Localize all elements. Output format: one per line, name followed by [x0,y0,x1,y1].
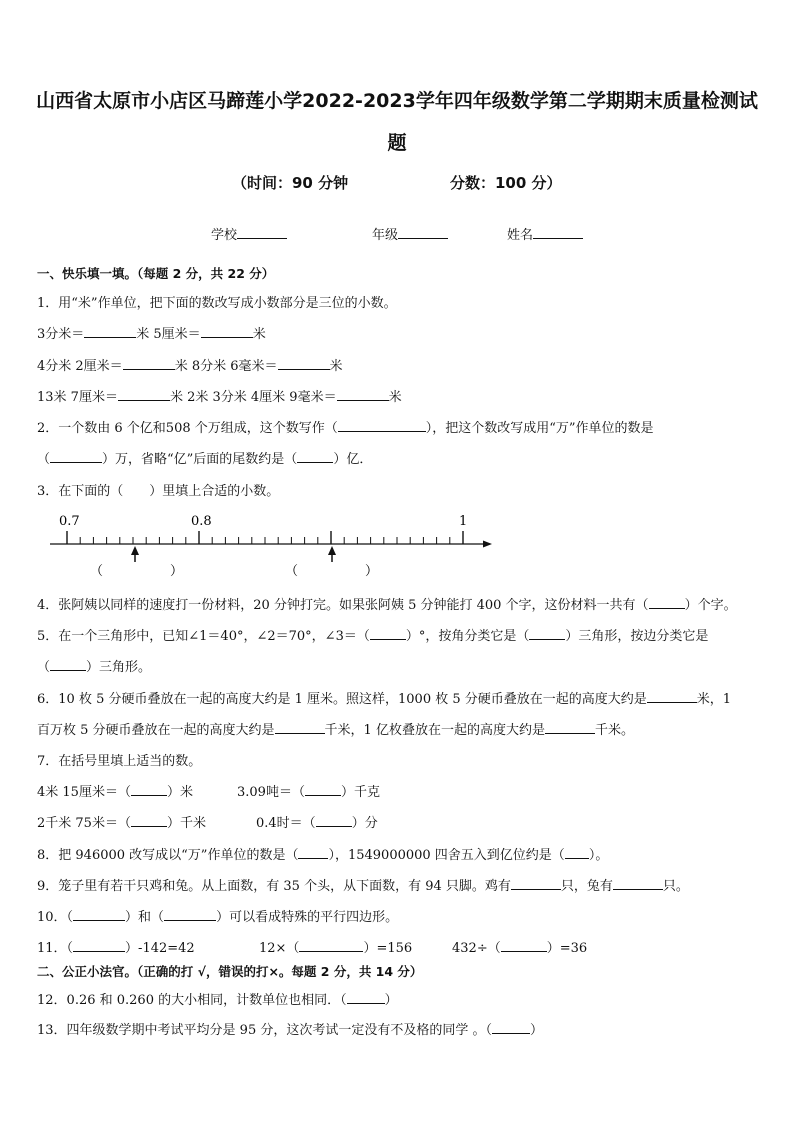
answer-blank[interactable] [118,387,170,401]
answer-blank[interactable] [73,938,125,952]
q2-line-2: （ ）万，省略“亿”后面的尾数约是（ ）亿． [37,448,372,467]
number-line-label-1: 1 [459,514,468,529]
answer-blank[interactable] [337,387,389,401]
answer-blank[interactable] [511,876,561,890]
answer-blank[interactable] [50,449,102,463]
number-line-label-0-7: 0.7 [59,514,80,529]
page-title-continued: 题 [387,132,407,154]
up-arrow-marker-2 [328,546,336,555]
q1-row-3: 13米 7厘米＝ 米 2米 3分米 4厘米 9毫米＝ 米 [37,386,402,405]
q6-line-1: 6．10 枚 5 分硬币叠放在一起的高度大约是 1 厘米。照这样，1000 枚 5 分硬币叠放在一起的高度大约是 米，1 [37,688,731,707]
name-field[interactable] [507,224,583,243]
answer-blank[interactable] [501,938,547,952]
grade-label: 年级 [372,228,399,243]
answer-blank[interactable] [613,876,663,890]
q1-stem: 1．用“米”作单位，把下面的数改写成小数部分是三位的小数。 [37,296,397,311]
q1-row-2: 4分米 2厘米＝ 米 8分米 6毫米＝ 米 [37,355,343,374]
exam-time: （时间：90 分钟 [232,174,349,192]
answer-blank[interactable] [565,845,589,859]
q13-text: 13．四年级数学期中考试平均分是 95 分，这次考试一定没有不及格的同学 。（ ） [37,1019,543,1038]
answer-blank[interactable] [278,356,330,370]
answer-paren-close: ） [365,564,379,579]
q10-text: 10．（ ）和（ ）可以看成特殊的平行四边形。 [37,906,398,925]
school-label: 学校 [211,228,238,243]
answer-blank[interactable] [338,418,426,432]
answer-blank[interactable] [316,813,352,827]
q11-part-2: 12×（ ）=156 [259,937,412,956]
exam-score: 分数：100 分） [450,174,562,192]
answer-paren-open: （ [285,564,299,579]
q7-row-1: 4米 15厘米＝（ ）米 [37,781,193,800]
answer-paren-close: ） [170,564,184,579]
answer-blank[interactable] [305,782,341,796]
q7-row-2-right: 0.4时＝（ ）分 [256,812,378,831]
answer-blank[interactable] [529,626,565,640]
section-1-heading: 一、快乐填一填。（每题 2 分，共 22 分） [37,266,275,281]
grade-field[interactable] [372,224,448,243]
school-field[interactable] [211,224,287,243]
answer-blank[interactable] [545,720,595,734]
answer-blank[interactable] [297,449,333,463]
answer-blank[interactable] [347,990,385,1004]
up-arrow-marker-1 [131,546,139,555]
q7-row-2: 2千米 75米＝（ ）千米 [37,812,206,831]
answer-blank[interactable] [647,689,697,703]
answer-blank[interactable] [73,907,125,921]
answer-blank[interactable] [131,782,167,796]
answer-blank[interactable] [298,845,328,859]
q5-line-2: （ ）三角形。 [37,656,151,675]
number-line-ticks [67,531,463,544]
answer-blank[interactable] [131,813,167,827]
answer-blank[interactable] [370,626,406,640]
answer-blank[interactable] [50,657,86,671]
answer-blank[interactable] [299,938,363,952]
q1-row-1: 3分米＝ 米 5厘米＝ 米 [37,323,266,342]
q6-line-2: 百万枚 5 分硬币叠放在一起的高度大约是 千米，1 亿枚叠放在一起的高度大约是 千米。 [37,719,634,738]
q5-line-1: 5．在一个三角形中，已知∠1＝40°，∠2＝70°，∠3＝（ ）°，按角分类它是（ ）三角形，按边分类它是 [37,625,708,644]
q7-stem: 7．在括号里填上适当的数。 [37,754,202,769]
q3-stem: 3．在下面的（ ）里填上合适的小数。 [37,484,280,499]
page-title: 山西省太原市小店区马蹄莲小学2022-2023学年四年级数学第二学期期末质量检测试 [36,90,758,112]
q12-text: 12．0.26 和 0.260 的大小相同，计数单位也相同．（ ） [37,989,398,1008]
q8-text: 8．把 946000 改写成以“万”作单位的数是（ ），1549000000 四舍五入到亿位约是（ ）。 [37,844,608,863]
q11-part-3: 432÷（ ）=36 [452,937,587,956]
answer-paren-open: （ [90,564,104,579]
q7-row-1-right: 3.09吨＝（ ）千克 [237,781,380,800]
q11-part-1: 11．（ ）-142=42 [37,937,195,956]
number-line-figure [40,506,510,586]
q9-text: 9．笼子里有若干只鸡和兔。从上面数，有 35 个头，从下面数，有 94 只脚。鸡有 只，兔有 只。 [37,875,689,894]
name-label: 姓名 [507,228,534,243]
answer-blank[interactable] [201,324,253,338]
answer-blank[interactable] [649,595,685,609]
q4-text: 4．张阿姨以同样的速度打一份材料，20 分钟打完。如果张阿姨 5 分钟能打 400 个字，这份材料一共有（ ）个字。 [37,594,737,613]
q2-line-1: 2．一个数由 6 个亿和508 个万组成，这个数写作（ ），把这个数改写成用“万”作单位的数是 [37,417,654,436]
number-line-arrowhead [483,541,492,548]
answer-blank[interactable] [164,907,216,921]
answer-blank[interactable] [123,356,175,370]
answer-blank[interactable] [275,720,325,734]
answer-blank[interactable] [84,324,136,338]
section-2-heading: 二、公正小法官。（正确的打 √，错误的打×。每题 2 分，共 14 分） [37,964,423,979]
answer-blank[interactable] [492,1020,530,1034]
number-line-label-0-8: 0.8 [191,514,212,529]
